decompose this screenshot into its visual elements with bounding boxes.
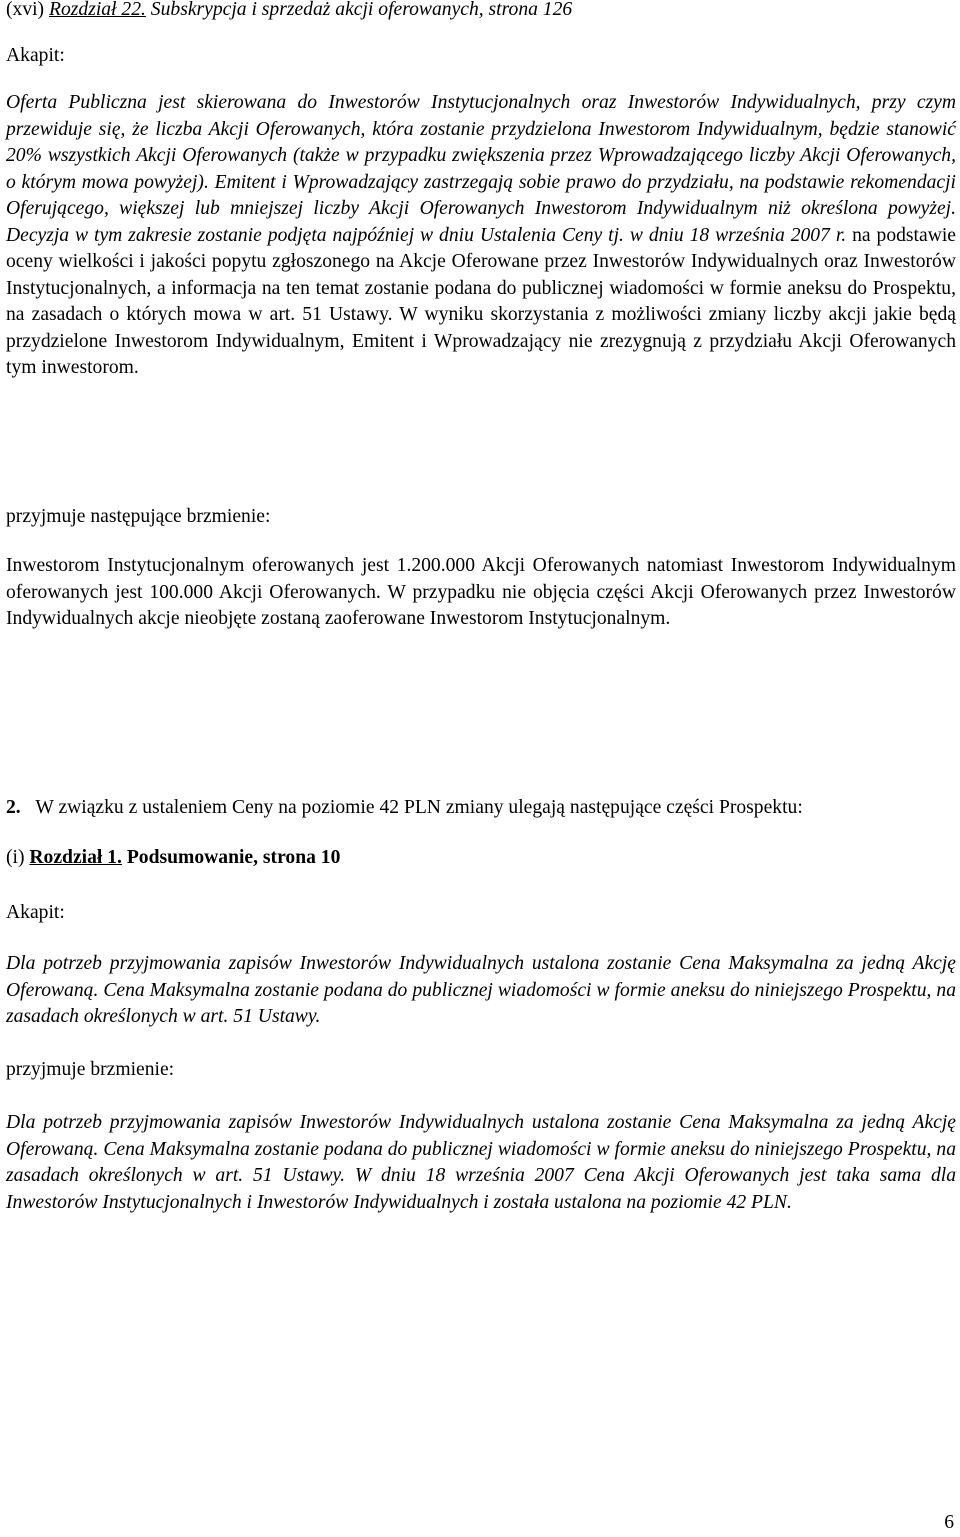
item-number: 2. bbox=[6, 797, 21, 818]
original-paragraph bbox=[6, 90, 956, 382]
section-heading-i bbox=[6, 845, 956, 872]
section-heading-xvi bbox=[6, 0, 956, 24]
new-wording-label: przyjmuje następujące brzmienie: bbox=[6, 506, 271, 527]
chapter-label: Rozdział 1. bbox=[29, 847, 122, 868]
akapit-label: Akapit: bbox=[6, 902, 65, 923]
new-wording-paragraph: Inwestorom Instytucjonalnym oferowanych jest 1.200.000 Akcji Oferowanych natomiast Inwestorom Indywidualnym oferowanych jest 100.000 Akcji Oferowanych. W przypadku nie objęcia części Akcji Oferowanych przez Inwestorów Indywidualnych akcje nieobjęte zostaną zaoferowane Inwestorom Instytucjonalnym. bbox=[6, 555, 956, 629]
new-wording-paragraph: Dla potrzeb przyjmowania zapisów Inwestorów Indywidualnych ustalona zostanie Cena Maksymalna za jedną Akcję Oferowaną. Cena Maksymalna zostanie podana do publicznej wiadomości w formie aneksu do niniejszego Prospektu, na zasadach określonych w art. 51 Ustawy. W dniu 18 września 2007 Cena Akcji Oferowanych jest taka sama dla Inwestorów Instytucjonalnych i Inwestorów Indywidualnych i została ustalona na poziomie 42 PLN. bbox=[6, 1112, 956, 1213]
section-number: (xvi) bbox=[6, 0, 45, 20]
section-number: (i) bbox=[6, 847, 25, 868]
original-paragraph: Dla potrzeb przyjmowania zapisów Inwestorów Indywidualnych ustalona zostanie Cena Maksymalna za jedną Akcję Oferowaną. Cena Maksymalna zostanie podana do publicznej wiadomości w formie aneksu do niniejszego Prospektu, na zasadach określonych w art. 51 Ustawy. bbox=[6, 953, 956, 1027]
section-title: Subskrypcja i sprzedaż akcji oferowanych, strona 126 bbox=[150, 0, 573, 20]
new-wording-label: przyjmuje brzmienie: bbox=[6, 1059, 175, 1080]
numbered-item-2 bbox=[6, 795, 956, 822]
original-paragraph-part3: na podstawie oceny wielkości i jakości popytu zgłoszonego na Akcje Oferowane przez Inwestorów Indywidualnych oraz Inwestorów Instytucjonalnych, a informacja na ten temat zostanie podana do publicznej wiadomości w formie aneksu do Prospektu, na zasadach o których mowa w art. 51 Ustawy. W wyniku skorzystania z możliwości zmiany liczby akcji jakie będą przydzielone Inwestorom Indywidualnym, Emitent i Wprowadzający nie zrezygnują z przydziału Akcji Oferowanych tym inwestorom. bbox=[6, 224, 956, 378]
item-text: W związku z ustaleniem Ceny na poziomie 42 PLN zmiany ulegają następujące części Prospektu: bbox=[35, 797, 803, 818]
akapit-label: Akapit: bbox=[6, 45, 65, 66]
original-paragraph-part1: Oferta Publiczna jest skierowana do Inwestorów Instytucjonalnych oraz Inwestorów Indywidualnych, przy czym przewiduje się, że liczba Akcji Oferowanych, która zostanie przydzielona Inwestorom Indywidualnym, będzie stanowić 20% wszystkich Akcji Oferowanych (także w przypadku zwiększenia przez Wprowadzającego liczby Akcji Oferowanych, o którym mowa powyżej). bbox=[6, 92, 956, 193]
chapter-label: Rozdział 22. bbox=[49, 0, 146, 20]
section-title: Podsumowanie, strona 10 bbox=[126, 847, 341, 868]
page-number: 6 bbox=[944, 1512, 954, 1533]
original-paragraph-part2: Emitent i Wprowadzający zastrzegają sobie prawo do przydziału, na podstawie rekomendacji Oferującego, większej lub mniejszej liczby Akcji Oferowanych Inwestorom Indywidualnym niż określona powyżej. Decyzja w tym zakresie zostanie podjęta najpóźniej w dniu Ustalenia Ceny tj. w dniu 18 września 2007 r. bbox=[6, 171, 956, 246]
